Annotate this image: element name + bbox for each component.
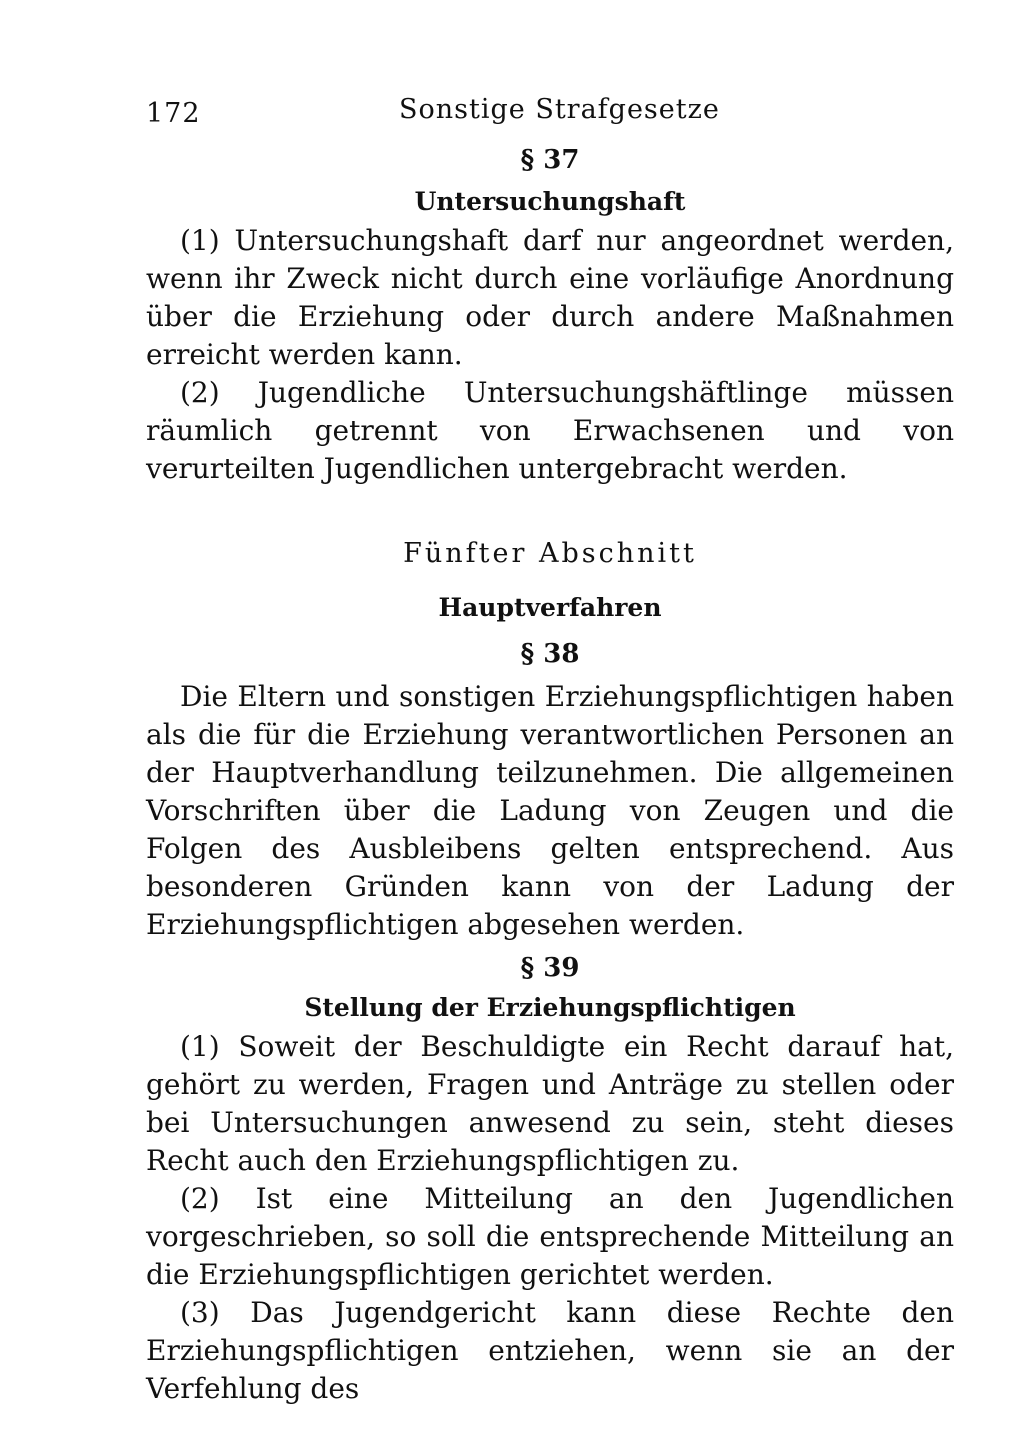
book-page (146, 88, 954, 1408)
section-38-symbol: § 38 (520, 639, 580, 669)
running-title: Sonstige Strafgesetze (399, 94, 720, 125)
section-37-paragraph-1: (1) Untersuchungshaft darf nur angeordnet werden, wenn ihr Zweck nicht durch eine vorläufige Anordnung über die Erziehung oder durch andere Maßnahmen erreicht werden kann. (146, 224, 954, 371)
section-39-symbol: § 39 (520, 953, 580, 983)
chapter-title: Fünfter Abschnitt (403, 538, 697, 569)
section-39-paragraph-1: (1) Soweit der Beschuldigte ein Recht darauf hat, gehört zu werden, Fragen und Anträge zu stellen oder bei Untersuchungen anwesend zu sein, steht dieses Recht auch den Erziehungspflichtigen zu. (146, 1030, 954, 1177)
page-number: 172 (146, 98, 201, 129)
section-39-heading: Stellung der Erziehungspflichtigen (304, 993, 796, 1022)
section-37-heading: Untersuchungshaft (414, 187, 686, 216)
section-39-paragraph-2: (2) Ist eine Mitteilung an den Jugendlichen vorgeschrieben, so soll die entsprechende Mitteilung an die Erziehungspflichtigen gerichtet werden. (146, 1182, 954, 1291)
page-header (146, 88, 954, 138)
section-38-paragraph-1: Die Eltern und sonstigen Erziehungspflichtigen haben als die für die Erziehung verantwortlichen Personen an der Hauptverhandlung teilzunehmen. Die allgemeinen Vorschriften über die Ladung von Zeugen und die Folgen des Ausbleibens gelten entsprechend. Aus besonderen Gründen kann von der Ladung der Erziehungspflichtigen abgesehen werden. (146, 680, 954, 941)
section-39-paragraph-3: (3) Das Jugendgericht kann diese Rechte den Erziehungspflichtigen entziehen, wenn sie an der Verfehlung des (146, 1296, 954, 1405)
chapter-heading: Hauptverfahren (438, 593, 662, 622)
spacer (146, 488, 954, 534)
section-37-symbol: § 37 (520, 145, 580, 175)
section-37-paragraph-2: (2) Jugendliche Untersuchungshäftlinge müssen räumlich getrennt von Erwachsenen und von verurteilten Jugendlichen untergebracht werden. (146, 376, 954, 485)
